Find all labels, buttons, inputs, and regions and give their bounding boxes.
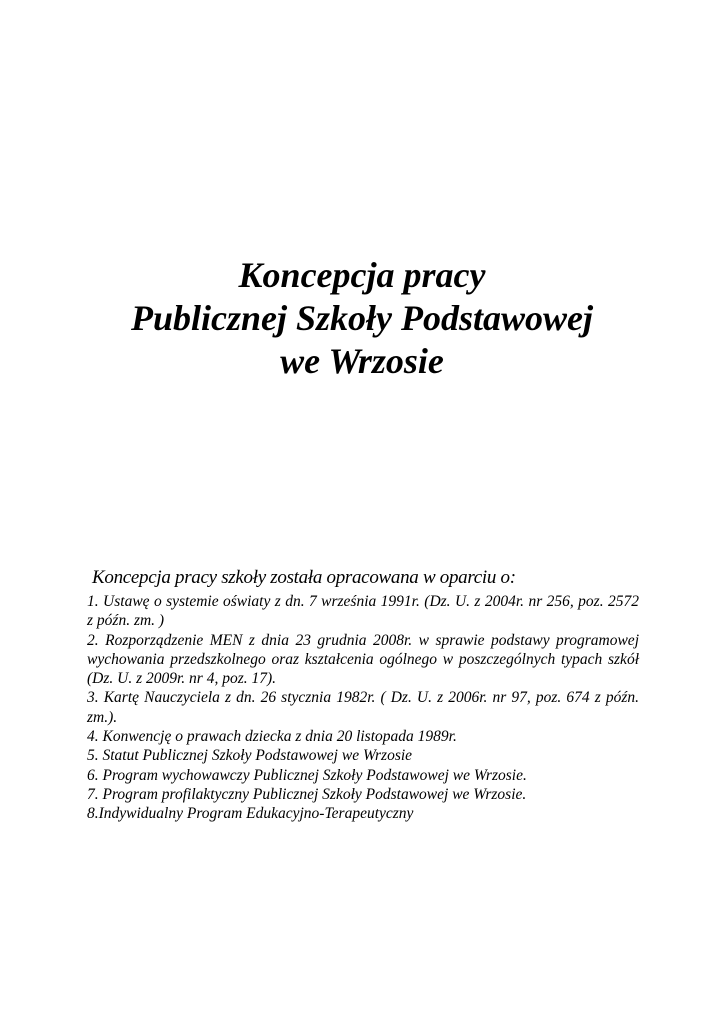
title-line-2: Publicznej Szkoły Podstawowej — [130, 298, 594, 338]
list-item-8: 8.Indywidualny Program Edukacyjno-Terapeutyczny — [87, 805, 414, 823]
list-item-2: 2. Rozporządzenie MEN z dnia 23 grudnia 2008r. w sprawie podstawy programowej wychowania przedszkolnego oraz kształcenia ogólnego w poszczególnych typach szkół (Dz. U. z 2009r. nr 4, poz. 17). — [87, 631, 639, 688]
list-item-3: 3. Kartę Nauczyciela z dn. 26 stycznia 1982r. ( Dz. U. z 2006r. nr 97, poz. 674 z późn. zm.). — [87, 689, 639, 726]
list-item-6: 6. Program wychowawczy Publicznej Szkoły Podstawowej we Wrzosie. — [87, 766, 527, 784]
intro-heading: Koncepcja pracy szkoły została opracowana w oparciu o: — [92, 567, 516, 588]
title-line-1: Koncepcja pracy — [238, 255, 486, 295]
list-item-4: 4. Konwencję o prawach dziecka z dnia 20 listopada 1989r. — [87, 728, 457, 746]
document-title — [60, 254, 664, 383]
list-item-1: 1. Ustawę o systemie oświaty z dn. 7 września 1991r. (Dz. U. z 2004r. nr 256, poz. 2572 z późn. zm. ) — [87, 593, 639, 630]
list-item-7: 7. Program profilaktyczny Publicznej Szkoły Podstawowej we Wrzosie. — [87, 785, 527, 803]
legal-basis-list — [87, 592, 639, 824]
title-line-3: we Wrzosie — [280, 341, 444, 381]
list-item-5: 5. Statut Publicznej Szkoły Podstawowej we Wrzosie — [87, 747, 413, 765]
